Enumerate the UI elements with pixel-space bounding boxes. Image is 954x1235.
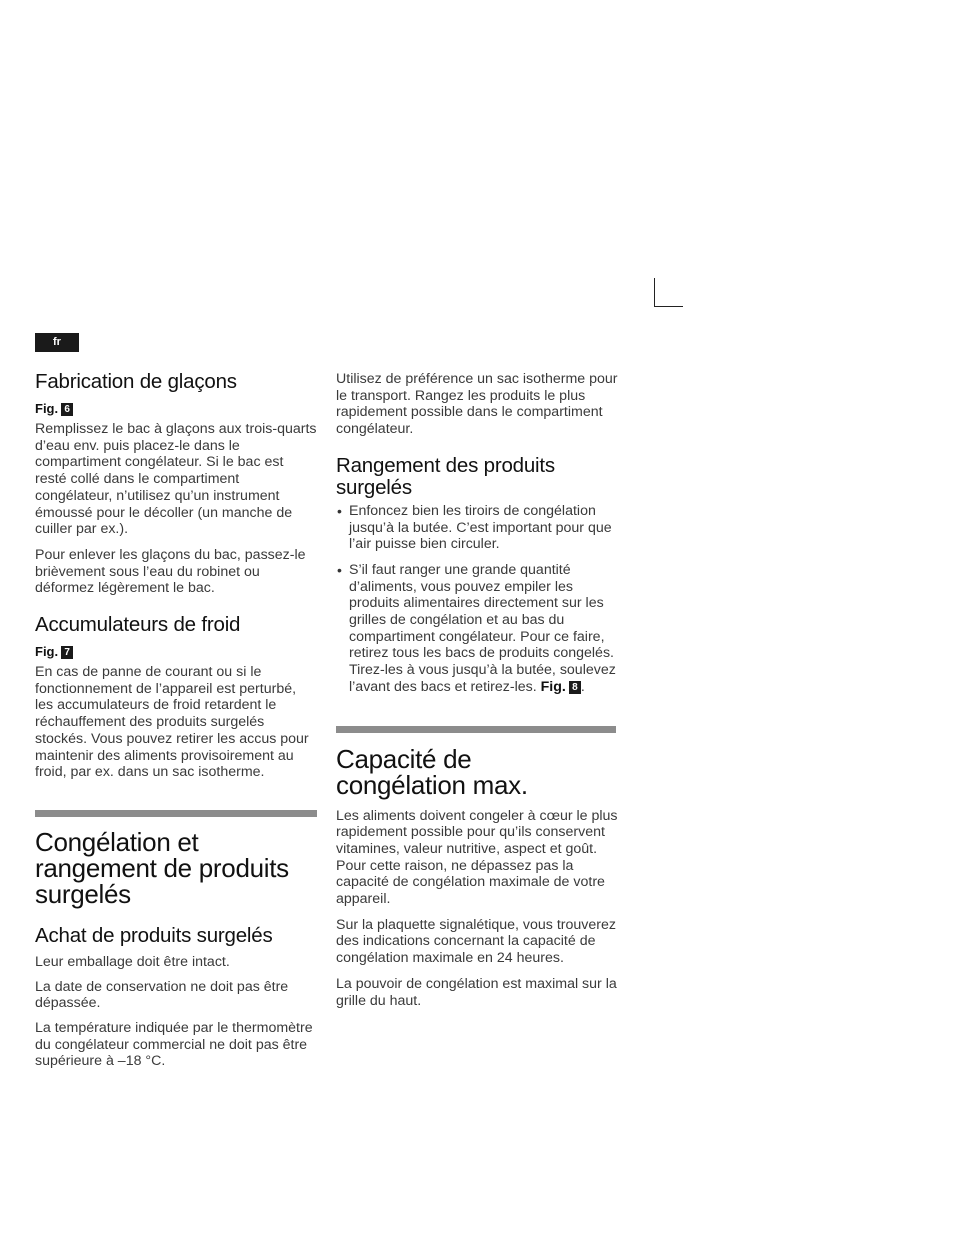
list-item-text: [349, 562, 618, 696]
figure-number: 7: [61, 646, 73, 659]
paragraph: En cas de panne de courant ou si le fonctionnement de l’appareil est perturbé, les accumulateurs de froid retardent le réchauffement des produits surgelés stockés. Vous pouvez retirer les accus pour maintenir des aliments provisoirement au froid, par ex. dans un sac isotherme.: [35, 664, 309, 781]
paragraph: La température indiquée par le thermomètre du congélateur commercial ne doit pas être supérieure à –18 °C.: [35, 1020, 313, 1070]
section-freezing: [35, 826, 317, 909]
heading-storage: Rangement des produits surgelés: [336, 453, 555, 499]
section-ice-cubes: [35, 371, 317, 597]
section-capacity: [336, 743, 618, 1010]
crop-mark: [654, 278, 683, 307]
right-column: [336, 368, 618, 1009]
heading-freezing: Congélation et rangement de produits surgelés: [35, 826, 289, 909]
paragraph: Remplissez le bac à glaçons aux trois-quarts d’eau env. puis placez-le dans le compartiment congélateur. Si le bac est resté collé dans le compartiment congélateur, n’utilisez qu’un instrument émoussé pour le décoller (un manche de cuiller par ex.).: [35, 421, 317, 538]
storage-list: [336, 503, 618, 696]
heading-ice-cubes: Fabrication de glaçons: [35, 370, 237, 393]
list-item-text: • Enfoncez bien les tiroirs de congélation jusqu’à la butée. C’est important pour que l’air puisse bien circuler.: [349, 502, 612, 553]
figure-number: 6: [61, 403, 73, 416]
paragraph: La pouvoir de congélation est maximal sur la grille du haut.: [336, 975, 617, 1009]
heading-cold-packs: Accumulateurs de froid: [35, 613, 241, 637]
paragraph: Sur la plaquette signalétique, vous trouverez des indications concernant la capacité de congélation maximale en 24 heures.: [336, 916, 616, 967]
language-badge: fr: [35, 333, 79, 352]
list-item: [336, 562, 618, 696]
section-divider-bar: [35, 810, 317, 817]
section-storage: [336, 455, 618, 696]
heading-purchase: Achat de produits surgelés: [35, 923, 273, 947]
figure-reference: [35, 401, 317, 417]
section-divider-bar: [336, 726, 616, 733]
heading-capacity: Capacité de congélation max.: [336, 743, 528, 800]
punctuation: .: [580, 678, 585, 695]
list-item: [336, 503, 618, 553]
paragraph: Leur emballage doit être intact.: [35, 953, 230, 970]
figure-number: 8: [569, 681, 581, 694]
section-purchase: [35, 925, 317, 1070]
list-item-body: S’il faut ranger une grande quantité d’aliments, vous pouvez empiler les produits alimentaires directement sur les grilles de congélation et au bas du compartiment congélateur. Pour ce faire, retirez tous les bacs de produits congelés. Tirez-les à vous jusqu’à la butée, soulevez l’avant des bacs et retirez-les.: [349, 561, 616, 695]
paragraph: Pour enlever les glaçons du bac, passez-le brièvement sous l’eau du robinet ou déformez légèrement le bac.: [35, 546, 306, 597]
figure-label: Fig.: [540, 678, 566, 695]
left-column: [35, 368, 317, 1070]
paragraph: La date de conservation ne doit pas être dépassée.: [35, 978, 289, 1012]
figure-label: Fig.: [35, 401, 59, 416]
figure-reference: [35, 644, 317, 660]
figure-label: Fig.: [35, 644, 59, 660]
section-cold-packs: [35, 614, 317, 781]
paragraph: Utilisez de préférence un sac isotherme pour le transport. Rangez les produits le plus rapidement possible dans le compartiment congélateur.: [336, 371, 618, 438]
figure-reference: [541, 679, 581, 695]
paragraph: Les aliments doivent congeler à cœur le plus rapidement possible pour qu’ils conservent vitamines, valeur nutritive, aspect et goût. Pour cette raison, ne dépassez pas la capacité de congélation maximale de votre appareil.: [336, 807, 618, 908]
